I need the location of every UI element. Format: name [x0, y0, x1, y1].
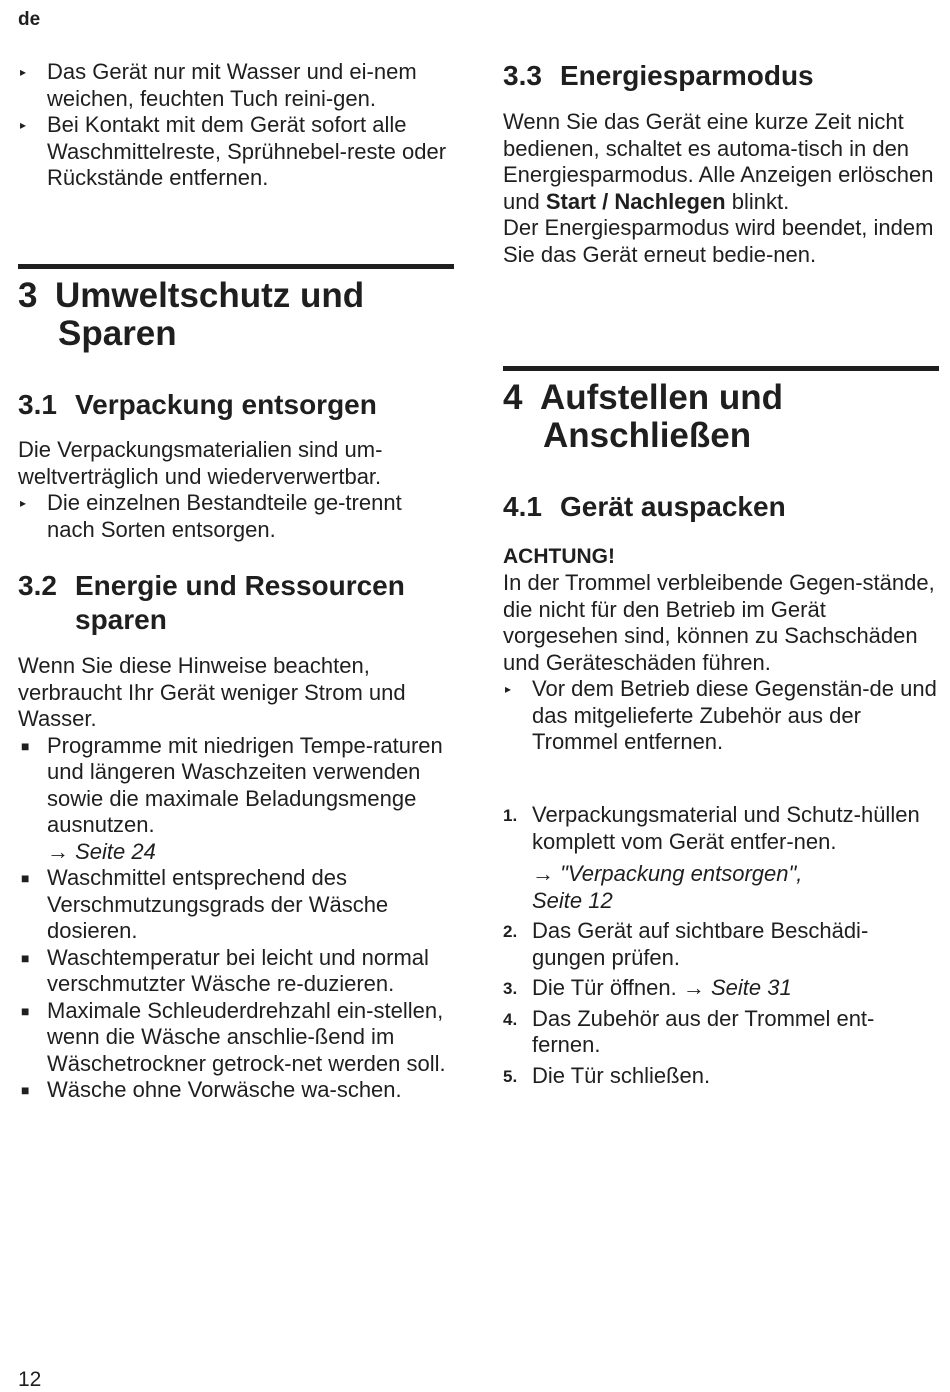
section-4-1-heading: 4.1 Gerät auspacken [503, 491, 786, 522]
step-item: 1. Verpackungsmaterial und Schutz-hüllen komplett vom Gerät entfer-nen. [503, 802, 920, 854]
step-number: 2. [503, 922, 518, 941]
triangle-bullet-icon: ▸ [20, 118, 27, 132]
step-item: 3. Die Tür öffnen. → Seite 31 [503, 975, 939, 1002]
language-code: de [18, 9, 41, 30]
page-reference-link[interactable]: Seite 31 [710, 975, 792, 1000]
section-3-2-body [18, 653, 454, 1104]
paragraph: Die Verpackungsmaterialien sind um-weltverträglich und wiederverwertbar. [18, 437, 383, 489]
section-3-1-body [18, 437, 454, 543]
square-bullet-icon: ■ [21, 737, 30, 754]
warning-text: In der Trommel verbleibende Gegen-stände, die nicht für den Betrieb im Gerät vorgesehen sind, können zu Sachschäden und Geräteschäden führen. [503, 570, 935, 675]
square-bullet-icon: ■ [21, 1002, 30, 1019]
list-item: ■ Programme mit niedrigen Tempe-raturen und längeren Waschzeiten verwenden sowie die maximale Beladungsmenge ausnutzen. → Seite 24 [21, 732, 443, 864]
paragraph: Wenn Sie diese Hinweise beachten, verbraucht Ihr Gerät weniger Strom und Wasser. [18, 653, 406, 731]
square-bullet-icon: ■ [21, 870, 30, 886]
steps-list [503, 802, 939, 1089]
page-reference-link[interactable]: Seite 12 [532, 887, 613, 913]
step-number: 1. [503, 806, 518, 825]
step-number: 5. [503, 1066, 518, 1086]
triangle-bullet-icon: ▸ [20, 496, 27, 510]
chapter-3-heading: 3 Umweltschutz und Sparen [18, 264, 454, 353]
top-bullet-list [18, 59, 454, 192]
page-reference-link[interactable]: "Verpackung entsorgen", [560, 861, 803, 886]
step-number: 4. [503, 1009, 518, 1029]
warning-label: ACHTUNG! [503, 545, 615, 568]
list-item: ▸ Bei Kontakt mit dem Gerät sofort alle Waschmittelreste, Sprühnebel-reste oder Rückstände entfernen. [20, 112, 447, 190]
list-item: ▸ Die einzelnen Bestandteile ge-trennt nach Sorten entsorgen. [20, 490, 402, 542]
step-item: 5. Die Tür schließen. [503, 1063, 939, 1090]
list-item: ▸ Das Gerät nur mit Wasser und ei-nem weichen, feuchten Tuch reini-gen. [20, 59, 417, 111]
step-item: 2. Das Gerät auf sichtbare Beschädi-gungen prüfen. [503, 918, 869, 970]
section-3-2-heading: 3.2 Energie und Ressourcen sparen [18, 570, 405, 635]
arrow-icon: → [682, 975, 705, 1000]
start-button-label: Start [545, 188, 596, 214]
chapter-4-heading: 4 Aufstellen und Anschließen [503, 366, 939, 455]
section-3-1-heading: 3.1 Verpackung entsorgen [18, 389, 377, 420]
step-number: 3. [503, 979, 518, 998]
section-3-3-body [503, 109, 939, 268]
paragraph: Wenn Sie das Gerät eine kurze Zeit nicht bedienen, schaltet es automa-tisch in den Energiesparmodus. Alle Anzeigen erlöschen und Start / Nachlegen blinkt. [503, 109, 934, 214]
triangle-bullet-icon: ▸ [20, 65, 27, 79]
triangle-bullet-icon: ▸ [505, 682, 512, 696]
list-item: ■ Wäsche ohne Vorwäsche wa-schen. [21, 1077, 402, 1102]
list-item: ■ Waschtemperatur bei leicht und normal verschmutzter Wäsche re-duzieren. [21, 944, 429, 996]
list-item: ■ Waschmittel entsprechend des Verschmutzungsgrads der Wäsche dosieren. [21, 865, 389, 943]
page-reference-link[interactable]: Seite 24 [75, 838, 156, 864]
square-bullet-icon: ■ [21, 1082, 30, 1098]
list-item: ▸ Vor dem Betrieb diese Gegenstän-de und das mitgelieferte Zubehör aus der Trommel entfernen. [505, 676, 937, 754]
step-reference [503, 861, 939, 914]
arrow-icon: → [47, 838, 69, 864]
list-item: ■ Maximale Schleuderdrehzahl ein-stellen, wenn die Wäsche anschlie-ßend im Wäschetrockner getrock-net werden soll. [21, 997, 446, 1076]
section-3-3-heading: 3.3 Energiesparmodus [503, 60, 814, 91]
arrow-icon: → [532, 861, 554, 886]
reload-button-label: Nachlegen [614, 188, 726, 214]
paragraph: Der Energiesparmodus wird beendet, indem Sie das Gerät erneut bedie-nen. [503, 215, 934, 267]
square-bullet-icon: ■ [21, 949, 30, 966]
page-number: 12 [18, 1368, 42, 1391]
warning-block [503, 544, 939, 756]
step-item: 4. Das Zubehör aus der Trommel ent-fernen. [503, 1005, 875, 1057]
